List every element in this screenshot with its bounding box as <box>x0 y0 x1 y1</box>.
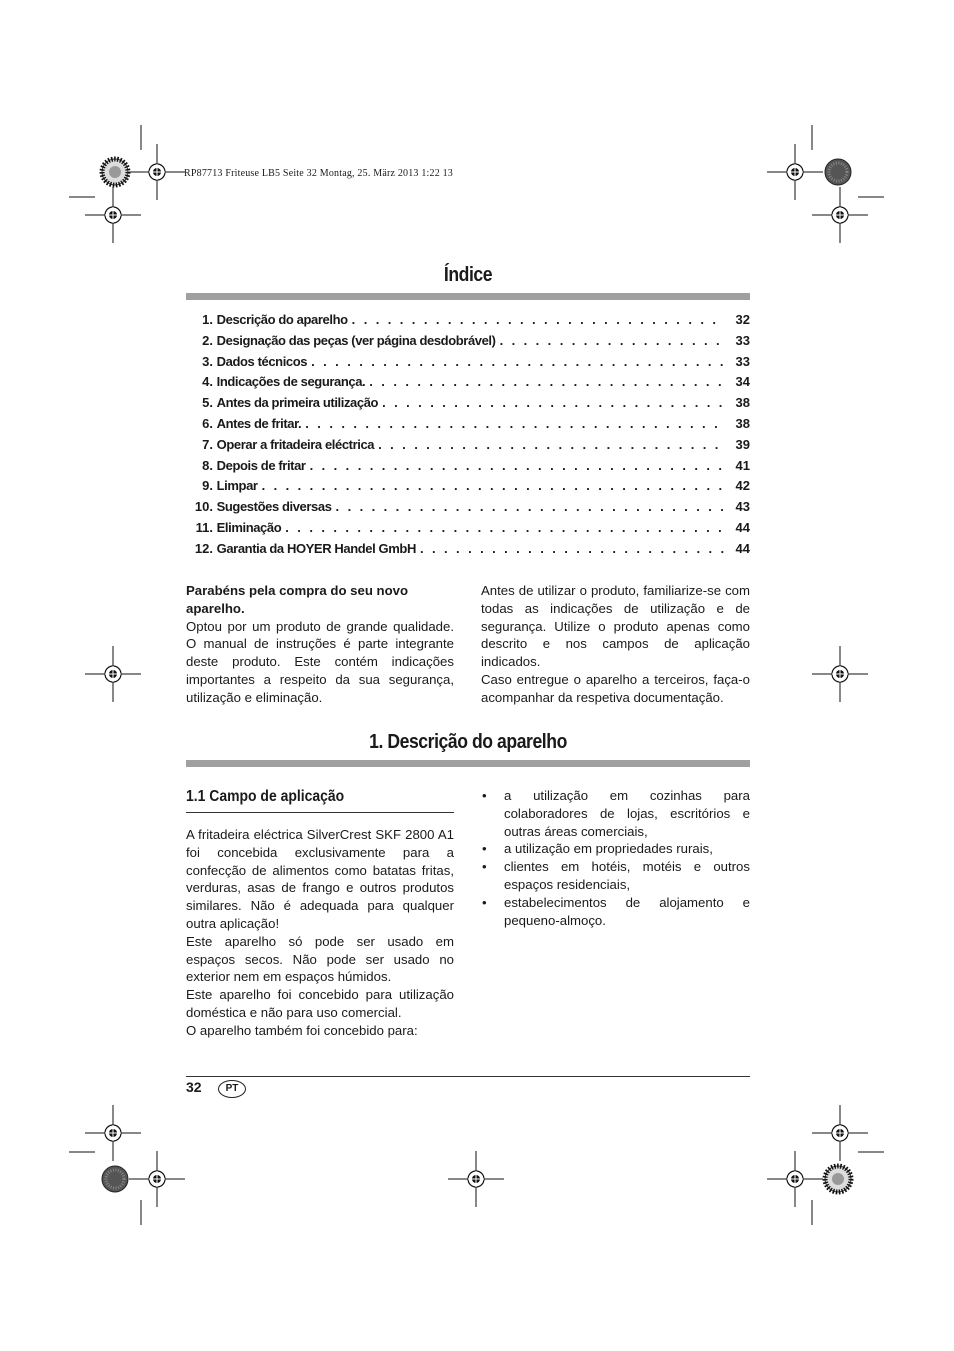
toc-entry[interactable]: 1. Descrição do aparelho . . . 32 <box>186 312 750 333</box>
section-1-rule <box>186 760 750 767</box>
intro-left-column <box>186 582 454 707</box>
toc-entry[interactable]: 6. Antes de fritar. . . . 38 <box>186 416 750 437</box>
section-1-1-left-column <box>186 826 454 1040</box>
intro-right-column <box>481 582 750 707</box>
application-para-2: Este aparelho só pode ser usado em espaços secos. Não pode ser usado no exterior nem em espaços húmidos. <box>186 933 454 985</box>
toc-entry[interactable]: 4. Indicações de segurança. . . . 34 <box>186 374 750 395</box>
list-item: • a utilização em propriedades rurais, <box>482 840 750 858</box>
list-item: • clientes em hotéis, motéis e outros espaços residenciais, <box>482 858 750 894</box>
intro-right-text-1: Antes de utilizar o produto, familiarize-se com todas as indicações de utilização e de segurança. Utilize o produto apenas como descrito e nos campos de aplicação indicados. <box>481 583 750 670</box>
toc-entry[interactable]: 10. Sugestões diversas . . . 43 <box>186 499 750 520</box>
toc-entry[interactable]: 12. Garantia da HOYER Handel GmbH . . . 44 <box>186 541 750 562</box>
toc-entry[interactable]: 3. Dados técnicos . . . 33 <box>186 354 750 375</box>
application-bullet-list <box>482 787 750 929</box>
table-of-contents <box>186 312 750 562</box>
index-title: Índice <box>443 264 493 286</box>
intro-heading: Parabéns pela compra do seu novo aparelho. <box>186 583 409 616</box>
section-1-1-right-column <box>482 787 750 929</box>
index-rule <box>186 293 750 300</box>
application-para-1: A fritadeira eléctrica SilverCrest SKF 2800 A1 foi concebida exclusivamente para a confecção de alimentos como batatas fritas, verduras, asas de frango e outros produtos similares. Não é adequada para qualquer outra aplicação! <box>186 827 454 931</box>
application-para-4: O aparelho também foi concebido para: <box>186 1022 418 1038</box>
intro-left-text: Optou por um produto de grande qualidade. O manual de instruções é parte integrante deste produto. Este contém indicações importantes a respeito da sua segurança, utilização e eliminação. <box>186 618 454 705</box>
language-badge: PT <box>218 1080 246 1098</box>
toc-entry[interactable]: 7. Operar a fritadeira eléctrica . . . 39 <box>186 437 750 458</box>
toc-entry[interactable]: 11. Eliminação . . . 44 <box>186 520 750 541</box>
section-1-1-title: 1.1 Campo de aplicação <box>186 788 454 813</box>
footer-rule <box>186 1076 750 1077</box>
print-info: RP87713 Friteuse LB5 Seite 32 Montag, 25. März 2013 1:22 13 <box>184 168 454 179</box>
intro-right-text-2: Caso entregue o aparelho a terceiros, faça-o acompanhar da respetiva documentação. <box>481 671 750 705</box>
section-1-title: 1. Descrição do aparelho <box>369 731 567 753</box>
toc-entry[interactable]: 8. Depois de fritar . . . 41 <box>186 458 750 479</box>
list-item: • estabelecimentos de alojamento e pequeno-almoço. <box>482 894 750 930</box>
toc-entry[interactable]: 9. Limpar . . . 42 <box>186 478 750 499</box>
application-para-3: Este aparelho foi concebido para utilização doméstica e não para uso comercial. <box>186 987 454 1020</box>
toc-entry[interactable]: 5. Antes da primeira utilização . . . 38 <box>186 395 750 416</box>
page-number: 32 <box>186 1079 202 1095</box>
toc-entry[interactable]: 2. Designação das peças (ver página desdobrável) . . . 33 <box>186 333 750 354</box>
list-item: • a utilização em cozinhas para colaboradores de lojas, escritórios e outras áreas comerciais, <box>482 787 750 840</box>
